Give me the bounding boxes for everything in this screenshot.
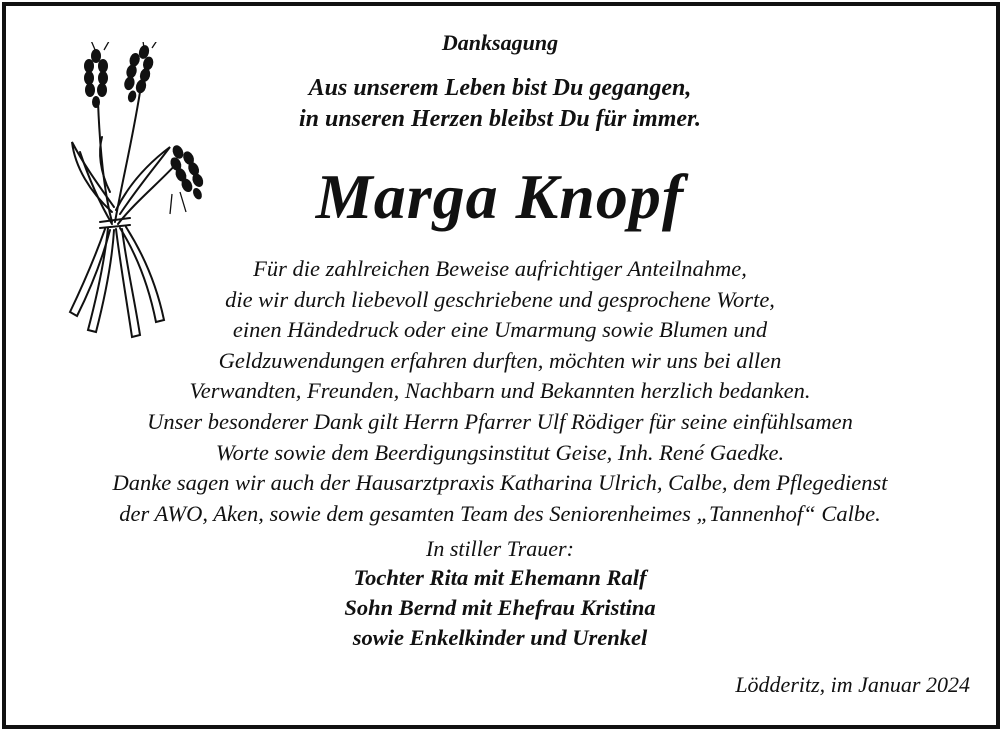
mourner-line: sowie Enkelkinder und Urenkel [352, 625, 648, 650]
thanks-line: Für die zahlreichen Beweise aufrichtiger Anteilnahme, [253, 256, 747, 281]
notice-heading: Danksagung [441, 30, 559, 55]
thanks-line: die wir durch liebevoll geschriebene und gesprochene Worte, [225, 286, 775, 312]
place-date: Lödderitz, im Januar 2024 [735, 672, 970, 697]
thanks-line: Unser besonderer Dank gilt Herrn Pfarrer Ulf Rödiger für seine einfühlsamen [147, 408, 853, 434]
motto-line-2: in unseren Herzen bleibst Du für immer. [298, 106, 702, 132]
mourning-intro: In stiller Trauer: [426, 536, 574, 561]
thanks-line: Verwandten, Freunden, Nachbarn und Bekannten herzlich bedanken. [189, 378, 811, 404]
thanks-line: der AWO, Aken, sowie dem gesamten Team des Seniorenheimes „Tannenhof“ Calbe. [119, 500, 881, 526]
mourner-line: Sohn Bernd mit Ehefrau Kristina [344, 595, 656, 620]
mourner-line: Tochter Rita mit Ehemann Ralf [353, 565, 647, 590]
thanks-text [0, 254, 1000, 529]
thanks-line: Danke sagen wir auch der Hausarztpraxis Katharina Ulrich, Calbe, dem Pflegedienst [112, 470, 888, 496]
motto-line-1: Aus unserem Leben bist Du gegangen, [308, 75, 692, 101]
deceased-name: Marga Knopf [315, 161, 685, 232]
thanks-line: Worte sowie dem Beerdigungsinstitut Geise, Inh. René Gaedke. [215, 439, 785, 465]
thanks-line: Geldzuwendungen erfahren durften, möchten wir uns bei allen [218, 347, 782, 373]
thanks-line: einen Händedruck oder eine Umarmung sowie Blumen und [232, 317, 768, 343]
mourners-list [0, 563, 1000, 653]
